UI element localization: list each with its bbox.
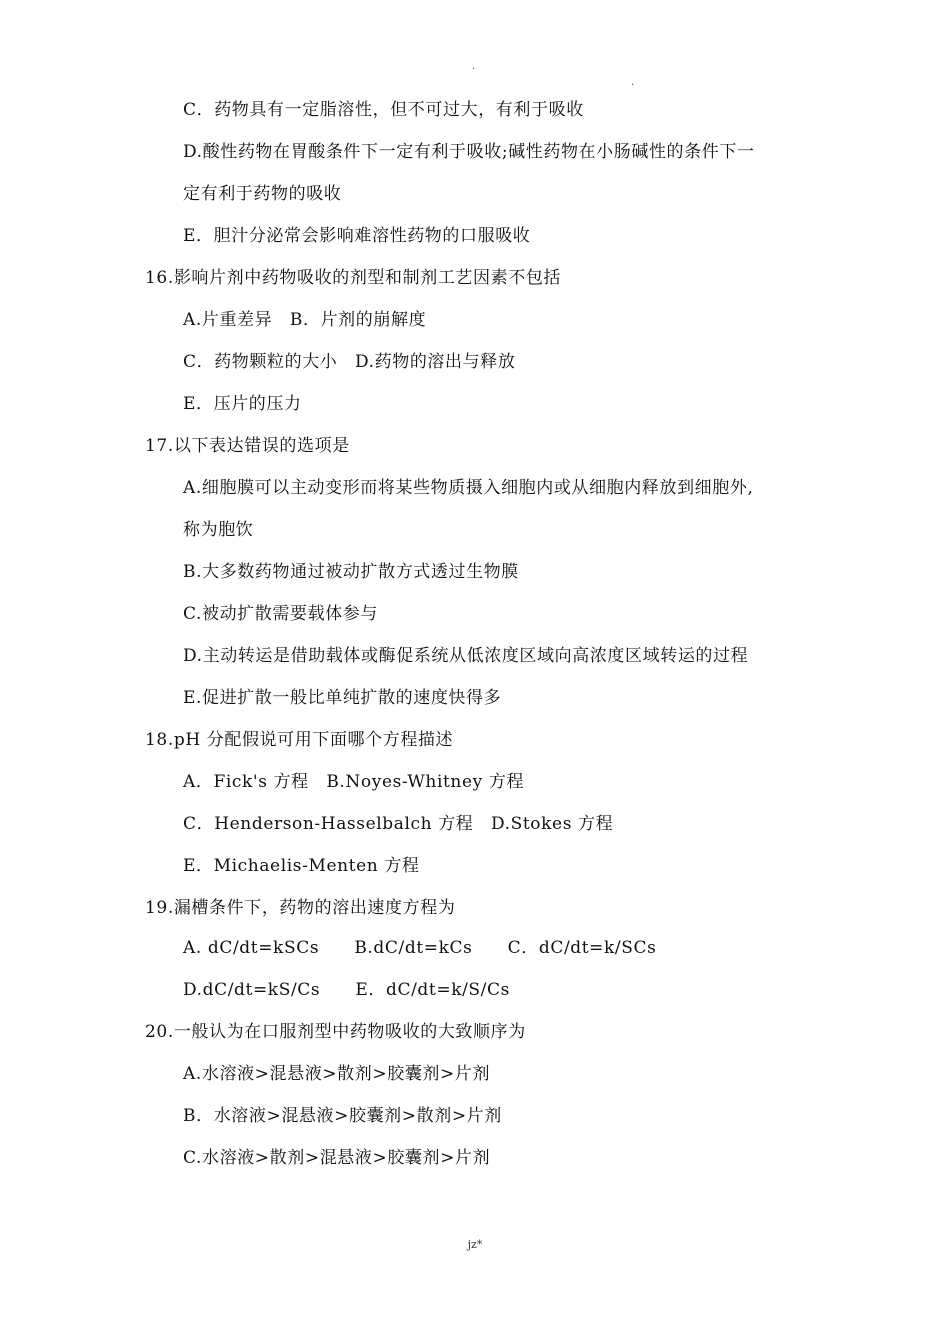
option-15d-cont: 定有利于药物的吸收 [183,184,342,204]
question-18: 18.pH 分配假说可用下面哪个方程描述 [145,730,454,750]
option-18ab: A．Fick's 方程 B.Noyes-Whitney 方程 [183,772,525,792]
option-20c: C.水溶液>散剂>混悬液>胶囊剂>片剂 [183,1148,491,1168]
option-20a: A.水溶液>混悬液>散剂>胶囊剂>片剂 [183,1064,491,1084]
question-19: 19.漏槽条件下，药物的溶出速度方程为 [145,898,456,918]
option-15e: E．胆汁分泌常会影响难溶性药物的口服吸收 [183,226,531,246]
option-19de: D.dC/dt=kS/Cs E．dC/dt=k/S/Cs [183,980,510,1000]
option-16e: E．压片的压力 [183,394,302,414]
header-dot-right: . [631,77,635,88]
option-17e: E.促进扩散一般比单纯扩散的速度快得多 [183,688,502,708]
option-16ab: A.片重差异 B．片剂的崩解度 [183,310,427,330]
option-17c: C.被动扩散需要载体参与 [183,604,379,624]
option-17b: B.大多数药物通过被动扩散方式透过生物膜 [183,562,519,582]
option-19abc: A. dC/dt=kSCs B.dC/dt=kCs C．dC/dt=k/SCs [183,938,657,958]
question-17: 17.以下表达错误的选项是 [145,436,350,456]
option-16cd: C．药物颗粒的大小 D.药物的溶出与释放 [183,352,516,372]
question-16: 16.影响片剂中药物吸收的剂型和制剂工艺因素不包括 [145,268,562,288]
option-17a: A.细胞膜可以主动变形而将某些物质摄入细胞内或从细胞内释放到细胞外, [183,478,754,498]
question-20: 20.一般认为在口服剂型中药物吸收的大致顺序为 [145,1022,526,1042]
option-17d: D.主动转运是借助载体或酶促系统从低浓度区域向高浓度区域转运的过程 [183,646,749,666]
option-15c: C．药物具有一定脂溶性，但不可过大，有利于吸收 [183,100,584,120]
option-20b: B．水溶液>混悬液>胶囊剂>散剂>片剂 [183,1106,502,1126]
header-dot-left: . [472,61,476,72]
option-18cd: C．Henderson-Hasselbalch 方程 D.Stokes 方程 [183,814,614,834]
option-18e: E．Michaelis-Menten 方程 [183,856,420,876]
option-15d: D.酸性药物在胃酸条件下一定有利于吸收;碱性药物在小肠碱性的条件下一 [183,142,755,162]
option-17a-cont: 称为胞饮 [183,520,254,540]
page-footer: jz* [467,1238,483,1251]
